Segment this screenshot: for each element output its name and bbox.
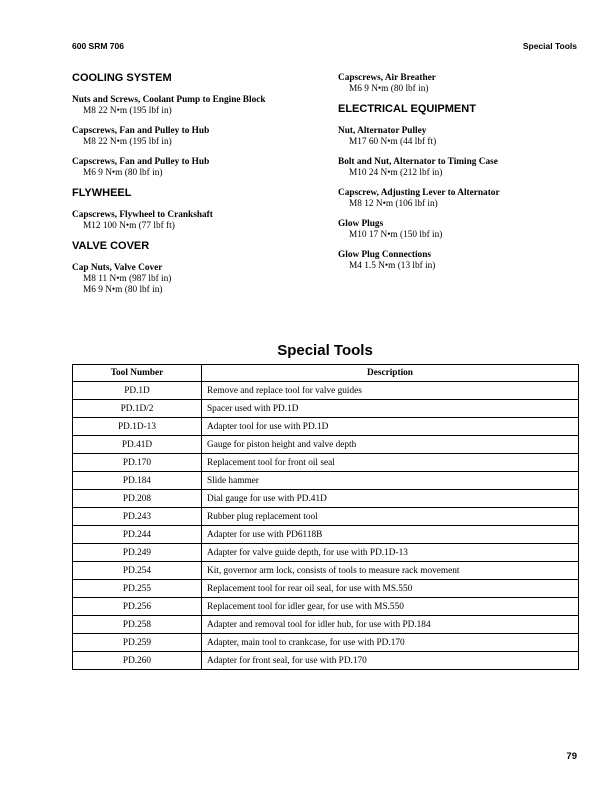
tool-description-cell: Adapter for valve guide depth, for use with PD.1D-13 [202,544,579,562]
table-row [73,544,579,562]
table-row [73,580,579,598]
running-header-left: 600 SRM 706 [72,41,124,51]
special-tools-table [72,364,579,670]
torque-spec: M10 17 N•m (150 lbf in) [349,230,443,240]
table-row [73,382,579,400]
tool-description-cell: Gauge for piston height and valve depth [202,436,579,454]
tool-number-cell: PD.260 [73,652,202,670]
tool-description-cell: Adapter for front seal, for use with PD.170 [202,652,579,670]
torque-entry [338,187,578,210]
torque-spec: M6 9 N•m (80 lbf in) [83,285,163,295]
torque-entry-title: Capscrews, Fan and Pulley to Hub [72,126,210,136]
torque-spec: M4 1.5 N•m (13 lbf in) [349,261,436,271]
table-row [73,634,579,652]
tool-number-cell: PD.255 [73,580,202,598]
tool-number-cell: PD.243 [73,508,202,526]
tool-number-cell: PD.184 [73,472,202,490]
table-row [73,616,579,634]
torque-entry-title: Nut, Alternator Pulley [338,126,427,136]
table-row [73,418,579,436]
table-body [73,382,579,670]
table-row [73,472,579,490]
tool-description-cell: Replacement tool for front oil seal [202,454,579,472]
tool-description-cell: Slide hammer [202,472,579,490]
tool-description-cell: Adapter for use with PD6118B [202,526,579,544]
tool-number-cell: PD.170 [73,454,202,472]
torque-entry [338,125,578,148]
tool-description-cell: Dial gauge for use with PD.41D [202,490,579,508]
tool-description-cell: Replacement tool for rear oil seal, for use with MS.550 [202,580,579,598]
torque-entry-title: Nuts and Screws, Coolant Pump to Engine Block [72,95,266,105]
tool-description-cell: Adapter tool for use with PD.1D [202,418,579,436]
column-header-tool-number: Tool Number [73,365,202,382]
torque-entry-title: Capscrew, Adjusting Lever to Alternator [338,188,500,198]
torque-entry [72,125,327,148]
table-row [73,436,579,454]
tool-description-cell: Remove and replace tool for valve guides [202,382,579,400]
running-header-right: Special Tools [522,41,577,51]
left-column [72,72,327,304]
torque-spec: M12 100 N•m (77 lbf ft) [83,221,175,231]
torque-entry [72,156,327,179]
table-row [73,526,579,544]
torque-spec: M17 60 N•m (44 lbf ft) [349,137,437,147]
torque-spec: M8 12 N•m (106 lbf in) [349,199,438,209]
tool-number-cell: PD.258 [73,616,202,634]
tool-description-cell: Adapter, main tool to crankcase, for use with PD.170 [202,634,579,652]
section-heading: FLYWHEEL [72,187,132,199]
torque-spec: M6 9 N•m (80 lbf in) [83,168,163,178]
torque-entry [72,209,327,232]
torque-spec: M8 11 N•m (987 lbf in) [83,274,172,284]
section-heading: ELECTRICAL EQUIPMENT [338,103,476,115]
tool-number-cell: PD.1D/2 [73,400,202,418]
table-row [73,400,579,418]
tool-number-cell: PD.249 [73,544,202,562]
tool-number-cell: PD.208 [73,490,202,508]
torque-entry [72,94,327,117]
torque-entry [338,249,578,272]
tool-description-cell: Replacement tool for idler gear, for use with MS.550 [202,598,579,616]
section-heading: COOLING SYSTEM [72,72,172,84]
tool-number-cell: PD.256 [73,598,202,616]
torque-spec: M8 22 N•m (195 lbf in) [83,137,172,147]
page-number: 79 [566,751,577,762]
torque-entry-title: Glow Plugs [338,219,384,229]
torque-entry [338,156,578,179]
tool-description-cell: Adapter and removal tool for idler hub, for use with PD.184 [202,616,579,634]
torque-entry-title: Capscrews, Fan and Pulley to Hub [72,157,210,167]
tool-description-cell: Spacer used with PD.1D [202,400,579,418]
tool-description-cell: Rubber plug replacement tool [202,508,579,526]
torque-entry [72,262,327,296]
table-row [73,490,579,508]
tool-number-cell: PD.1D [73,382,202,400]
column-header-description: Description [202,365,579,382]
torque-entry-title: Bolt and Nut, Alternator to Timing Case [338,157,498,167]
torque-entry-title: Cap Nuts, Valve Cover [72,263,163,273]
table-row [73,562,579,580]
tool-number-cell: PD.259 [73,634,202,652]
special-tools-title: Special Tools [277,342,373,359]
torque-entry [338,218,578,241]
table-header-row [73,365,579,382]
table-row [73,454,579,472]
tool-number-cell: PD.1D-13 [73,418,202,436]
tool-number-cell: PD.254 [73,562,202,580]
table-row [73,598,579,616]
torque-entry-title: Glow Plug Connections [338,250,431,260]
torque-spec: M6 9 N•m (80 lbf in) [349,84,429,94]
tool-description-cell: Kit, governor arm lock, consists of tools to measure rack movement [202,562,579,580]
torque-entry-title: Capscrews, Air Breather [338,73,436,83]
torque-spec: M8 22 N•m (195 lbf in) [83,106,172,116]
tool-number-cell: PD.41D [73,436,202,454]
table-row [73,652,579,670]
section-heading: VALVE COVER [72,240,150,252]
tool-number-cell: PD.244 [73,526,202,544]
table-row [73,508,579,526]
torque-entry-title: Capscrews, Flywheel to Crankshaft [72,210,213,220]
torque-entry [338,72,578,95]
torque-spec: M10 24 N•m (212 lbf in) [349,168,443,178]
right-column [338,72,578,280]
